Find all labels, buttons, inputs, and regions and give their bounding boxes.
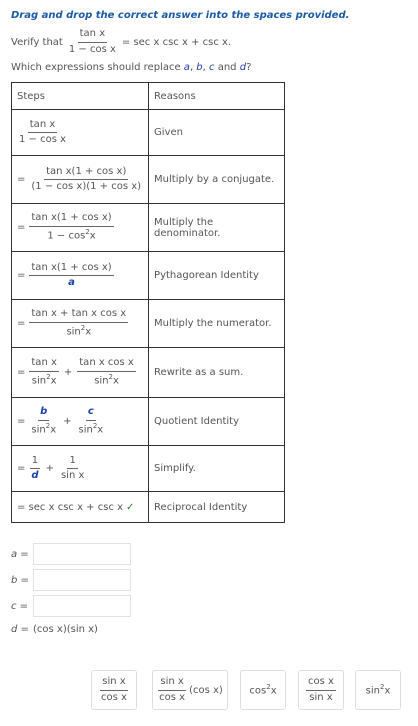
step-fraction: $\frac{1}{d}$ bbox=[31, 454, 39, 481]
step-fraction: $\frac{\text{tan x cos x}}{\sin^2x}$ bbox=[79, 357, 134, 387]
step-fraction: $\frac{\text{tan x(1 + cos x)}}{\text{(1 − cos x)(1 + cos x)}}$ bbox=[31, 165, 142, 192]
step-fraction: $\frac{\text{tan x}}{\text{1 − cos x}}$ bbox=[19, 118, 67, 145]
reason-cell: Multiply the numerator. bbox=[149, 300, 285, 348]
checkmark-icon: ✓ bbox=[126, 501, 135, 513]
step-cell: = $\frac{\text{tan x + tan x cos x}}{\sin^2x}$ bbox=[12, 300, 149, 348]
drop-zone-a[interactable] bbox=[33, 543, 131, 565]
step-cell: = $\frac{\text{tan x(1 + cos x)}}{1 - \cos^2x}$ bbox=[12, 204, 149, 252]
header-steps: Steps bbox=[12, 83, 149, 110]
reason-cell: Simplify. bbox=[149, 446, 285, 492]
verify-denominator: 1 − cos x bbox=[68, 43, 116, 55]
reason-cell: Multiply by a conjugate. bbox=[149, 156, 285, 204]
step-fraction: $\frac{\text{tan x}}{\sin^2x}$ bbox=[31, 357, 57, 387]
step-cell: = $\frac{\text{tan x(1 + cos x)}}{a}$ bbox=[12, 252, 149, 300]
blank-a: a bbox=[68, 277, 75, 288]
drop-zone-b[interactable] bbox=[33, 569, 131, 591]
reason-cell: Pythagorean Identity bbox=[149, 252, 285, 300]
reason-cell: Multiply the denominator. bbox=[149, 204, 285, 252]
answer-row-a: a = bbox=[11, 541, 131, 567]
step-fraction: $\frac{1}{\text{sin x}}$ bbox=[60, 454, 85, 481]
step-cell: = sec x csc x + csc x ✓ bbox=[12, 492, 149, 523]
verify-numerator: tan x bbox=[78, 28, 107, 43]
reason-cell: Given bbox=[149, 110, 285, 156]
table-row bbox=[12, 110, 285, 156]
table-header-row bbox=[12, 83, 285, 110]
header-reasons: Reasons bbox=[149, 83, 285, 110]
step-cell bbox=[12, 110, 149, 156]
verify-fraction bbox=[67, 28, 118, 56]
instruction-text: Drag and drop the correct answer into the spaces provided. bbox=[11, 10, 350, 21]
answer-d-value: (cos x)(sin x) bbox=[33, 623, 98, 635]
proof-table bbox=[11, 82, 285, 523]
blank-d: d bbox=[31, 470, 39, 481]
step-cell: = $\frac{\text{tan x}}{\sin^2x}$ + $\frac{\text{tan x cos x}}{\sin^2x}$ bbox=[12, 348, 149, 398]
step-fraction: $\frac{b}{\sin^2x}$ bbox=[31, 406, 57, 436]
step-cell: = $\frac{\text{tan x(1 + cos x)}}{\text{(1 − cos x)(1 + cos x)}}$ bbox=[12, 156, 149, 204]
answer-tile-sin-over-cos[interactable]: $\frac{\text{sin x}}{\text{cos x}}$ bbox=[91, 670, 137, 710]
step-fraction: $\frac{\text{tan x(1 + cos x)}}{1 - \cos^2x}$ bbox=[31, 212, 112, 242]
step-cell: = $\frac{1}{d}$ + $\frac{1}{\text{sin x}}$ bbox=[12, 446, 149, 492]
answer-area bbox=[11, 541, 131, 639]
answer-tile-sin-squared[interactable]: $\sin^2x$ bbox=[355, 670, 401, 710]
answer-row-b: b = bbox=[11, 567, 131, 593]
table-row bbox=[12, 398, 285, 446]
step-fraction: $\frac{\text{tan x(1 + cos x)}}{a}$ bbox=[31, 261, 112, 288]
verify-statement bbox=[11, 27, 231, 57]
answer-row-c: c = bbox=[11, 593, 131, 619]
answer-row-d: d = (cos x)(sin x) bbox=[11, 623, 98, 635]
reason-cell: Rewrite as a sum. bbox=[149, 348, 285, 398]
step-cell: = $\frac{b}{\sin^2x}$ + $\frac{c}{\sin^2x}$ bbox=[12, 398, 149, 446]
reason-cell: Quotient Identity bbox=[149, 398, 285, 446]
table-row bbox=[12, 300, 285, 348]
answer-tile-sin-over-cos-times-cos[interactable]: $\frac{\text{sin x}}{\text{cos x}}$ (cos x) bbox=[152, 670, 228, 710]
table-row bbox=[12, 156, 285, 204]
verify-prefix: Verify that bbox=[11, 36, 63, 48]
answer-tile-cos-squared[interactable]: $\cos^2x$ bbox=[240, 670, 286, 710]
step-fraction: $\frac{c}{\sin^2x}$ bbox=[78, 406, 104, 436]
table-row bbox=[12, 204, 285, 252]
table-row bbox=[12, 252, 285, 300]
verify-rhs: = sec x csc x + csc x. bbox=[121, 36, 232, 48]
question-text: Which expressions should replace a, b, c and d? bbox=[11, 62, 252, 73]
table-row bbox=[12, 492, 285, 523]
answer-tile-cos-over-sin[interactable]: $\frac{\text{cos x}}{\text{sin x}}$ bbox=[298, 670, 344, 710]
table-row bbox=[12, 446, 285, 492]
step-fraction: $\frac{\text{tan x + tan x cos x}}{\sin^2x}$ bbox=[31, 308, 127, 338]
reason-cell: Reciprocal Identity bbox=[149, 492, 285, 523]
blank-b: b bbox=[38, 406, 49, 421]
table-row bbox=[12, 348, 285, 398]
drop-zone-c[interactable] bbox=[33, 595, 131, 617]
blank-c: c bbox=[86, 406, 96, 421]
